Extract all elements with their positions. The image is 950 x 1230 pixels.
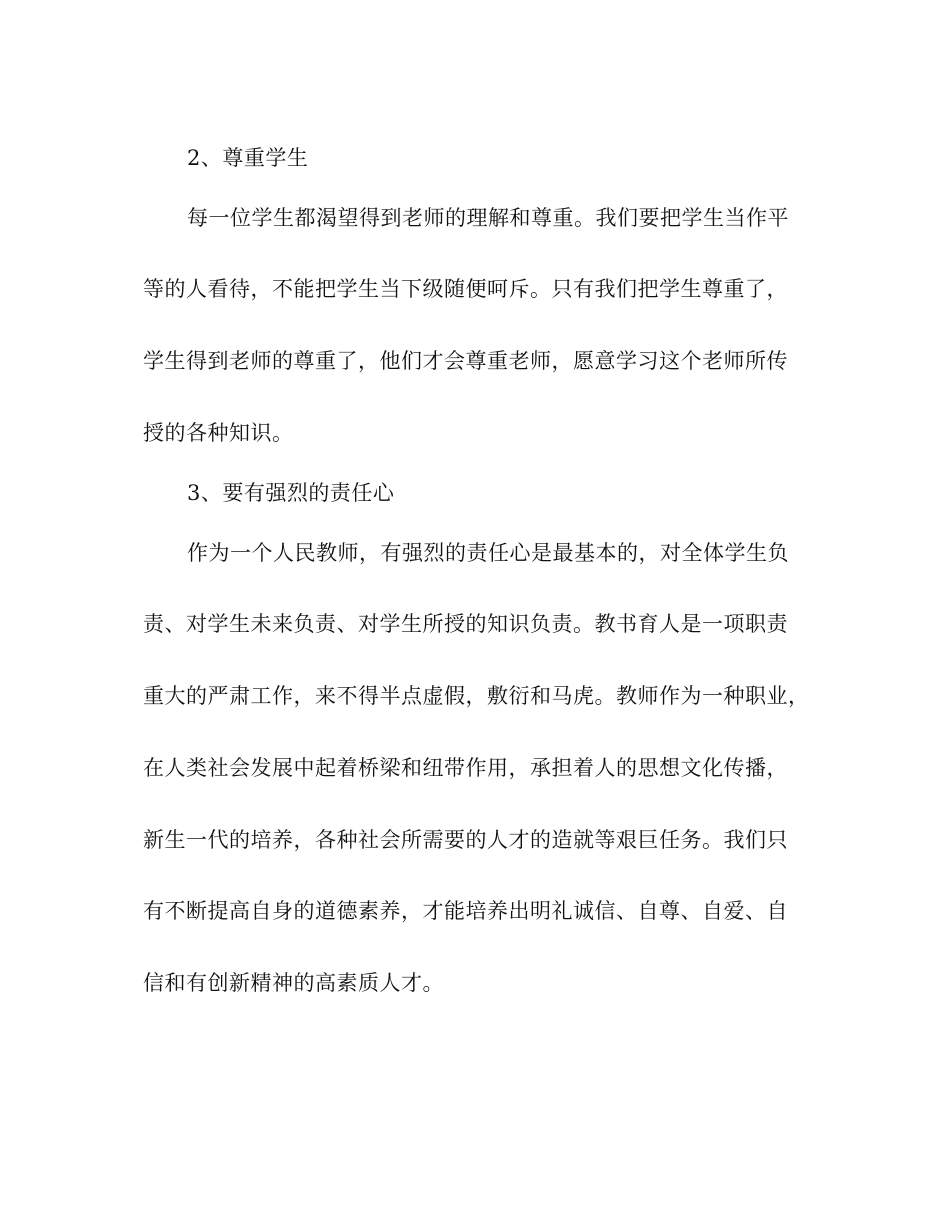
paragraph-line: 在人类社会发展中起着桥梁和纽带作用，承担着人的思想文化传播，: [143, 756, 788, 780]
paragraph-line: 新生一代的培养，各种社会所需要的人才的造就等艰巨任务。我们只: [143, 828, 788, 852]
paragraph-line: 信和有创新精神的高素质人才。: [143, 971, 444, 995]
paragraph-line: 等的人看待，不能把学生当下级随便呵斥。只有我们把学生尊重了，: [143, 277, 788, 301]
section-heading: 2、尊重学生: [187, 146, 309, 170]
paragraph-line: 每一位学生都渴望得到老师的理解和尊重。我们要把学生当作平: [187, 206, 789, 230]
paragraph-line: 授的各种知识。: [143, 421, 294, 445]
section-heading: 3、要有强烈的责任心: [187, 481, 395, 505]
paragraph-line: 有不断提高自身的道德素养，才能培养出明礼诚信、自尊、自爱、自: [143, 899, 788, 923]
paragraph-line: 学生得到老师的尊重了，他们才会尊重老师，愿意学习这个老师所传: [143, 349, 788, 373]
paragraph-line: 重大的严肃工作，来不得半点虚假，敷衍和马虎。教师作为一种职业，: [143, 684, 810, 708]
paragraph-line: 责、对学生未来负责、对学生所授的知识负责。教书育人是一项职责: [143, 612, 788, 636]
paragraph-line: 作为一个人民教师，有强烈的责任心是最基本的，对全体学生负: [187, 541, 789, 565]
